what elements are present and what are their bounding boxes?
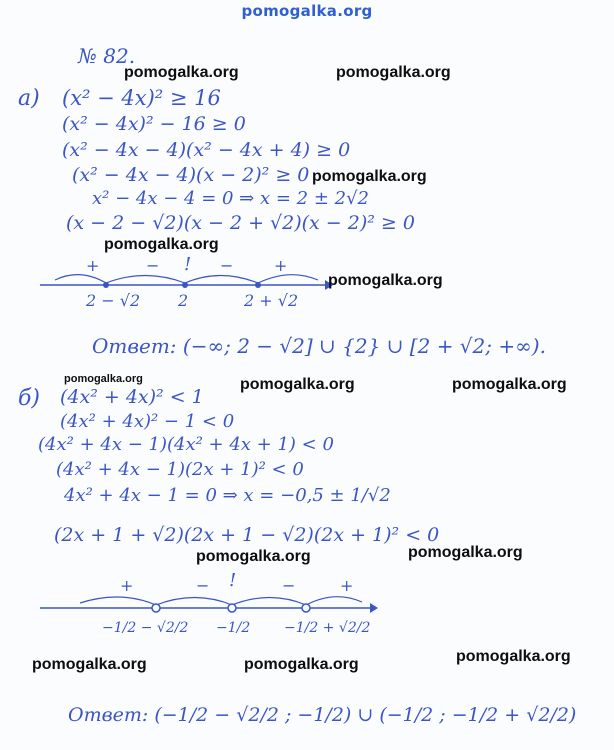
part-b-line-1: (4x² + 4x)² < 1 [60, 386, 204, 408]
part-a-point-1: 2 − √2 [86, 291, 141, 310]
watermark[interactable]: pomogalka.org [312, 168, 427, 185]
part-b-point-3: −1/2 + √2/2 [284, 620, 371, 636]
part-b-sign-2: − [196, 576, 210, 595]
part-b-answer: Ответ: (−1/2 − √2/2 ; −1/2) ∪ (−1/2 ; −1/2 + √2/2) [68, 704, 577, 726]
part-b-line-3: (4x² + 4x − 1)(4x² + 4x + 1) < 0 [38, 434, 334, 455]
part-a-point-2: 2 [178, 291, 189, 310]
site-title[interactable]: pomogalka.org [241, 2, 373, 20]
part-a-sign-1: + [86, 256, 100, 275]
part-b-line-4: (4x² + 4x − 1)(2x + 1)² < 0 [56, 459, 304, 480]
part-a-label: а) [18, 86, 40, 111]
part-b-sign-3: ! [229, 570, 237, 591]
part-a-line-5: x² − 4x − 4 = 0 ⇒ x = 2 ± 2√2 [92, 188, 370, 209]
part-b-point-1: −1/2 − √2/2 [102, 620, 189, 636]
part-b-line-6: (2x + 1 + √2)(2x + 1 − √2)(2x + 1)² < 0 [54, 524, 440, 546]
watermark[interactable]: pomogalka.org [124, 64, 239, 81]
watermark[interactable]: pomogalka.org [456, 648, 571, 665]
part-b-sign-5: + [340, 576, 354, 595]
part-b-line-5: 4x² + 4x − 1 = 0 ⇒ x = −0,5 ± 1/√2 [64, 485, 391, 506]
part-a-line-1: (x² − 4x)² ≥ 16 [62, 86, 221, 110]
part-b-point-2: −1/2 [216, 620, 251, 636]
part-a-line-6: (x − 2 − √2)(x − 2 + √2)(x − 2)² ≥ 0 [66, 212, 415, 234]
watermark[interactable]: pomogalka.org [244, 656, 359, 673]
watermark[interactable]: pomogalka.org [196, 548, 311, 565]
part-a-sign-2: − [146, 256, 160, 275]
part-a-line-4: (x² − 4x − 4)(x − 2)² ≥ 0 [72, 164, 310, 186]
watermark[interactable]: pomogalka.org [104, 236, 219, 253]
part-b-sign-4: − [282, 576, 296, 595]
watermark[interactable]: pomogalka.org [64, 373, 143, 385]
part-b-sign-1: + [120, 576, 134, 595]
watermark[interactable]: pomogalka.org [328, 272, 443, 289]
problem-number: № 82. [78, 44, 136, 68]
watermark[interactable]: pomogalka.org [408, 544, 523, 561]
watermark[interactable]: pomogalka.org [336, 64, 451, 81]
part-a-point-3: 2 + √2 [244, 291, 299, 310]
part-a-sign-4: − [220, 256, 234, 275]
part-b-label: б) [18, 386, 41, 411]
watermark[interactable]: pomogalka.org [240, 376, 355, 393]
part-a-line-3: (x² − 4x − 4)(x² − 4x + 4) ≥ 0 [62, 139, 351, 161]
part-b-line-2: (4x² + 4x)² − 1 < 0 [60, 411, 235, 432]
watermark[interactable]: pomogalka.org [32, 656, 147, 673]
part-a-answer: Ответ: (−∞; 2 − √2] ∪ {2} ∪ [2 + √2; +∞). [92, 334, 546, 358]
part-a-sign-3: ! [184, 254, 192, 275]
part-a-line-2: (x² − 4x)² − 16 ≥ 0 [62, 113, 246, 135]
part-a-sign-5: + [274, 256, 288, 275]
watermark[interactable]: pomogalka.org [452, 376, 567, 393]
